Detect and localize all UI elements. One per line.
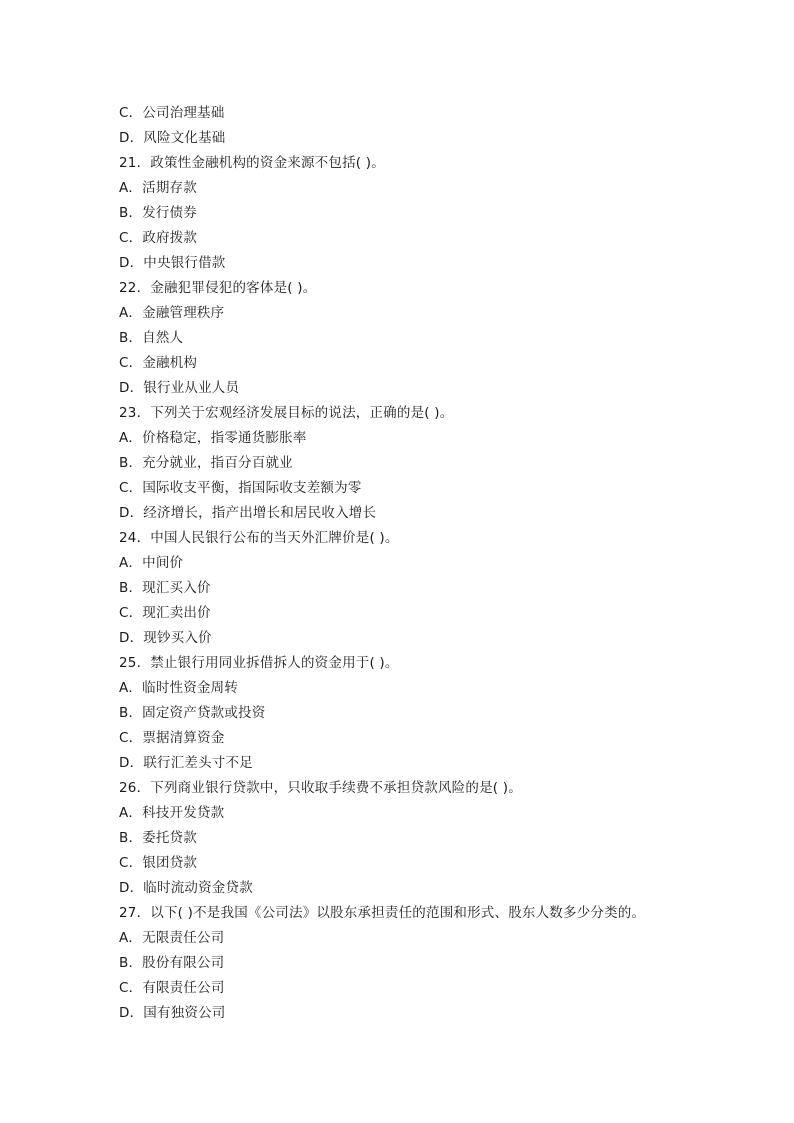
answer-option: A．活期存款 xyxy=(119,180,197,196)
answer-option: B．发行债券 xyxy=(119,205,197,221)
answer-option: C．政府拨款 xyxy=(119,230,198,246)
question-text: 27．以下( )不是我国《公司法》以股东承担责任的范围和形式、股东人数多少分类的。 xyxy=(119,905,646,921)
answer-option: A．科技开发贷款 xyxy=(119,805,225,821)
answer-option: B．现汇买入价 xyxy=(119,580,211,596)
answer-option: B．自然人 xyxy=(119,330,184,346)
answer-option: C．有限责任公司 xyxy=(119,980,225,996)
answer-option: B．充分就业，指百分百就业 xyxy=(119,455,293,471)
answer-option: C．国际收支平衡，指国际收支差额为零 xyxy=(119,480,362,496)
answer-option: A．价格稳定，指零通货膨胀率 xyxy=(119,430,307,446)
answer-option: B．股份有限公司 xyxy=(119,955,225,971)
answer-option: C．金融机构 xyxy=(119,355,198,371)
answer-option: B．委托贷款 xyxy=(119,830,197,846)
answer-option: D．风险文化基础 xyxy=(119,130,226,146)
answer-option: B．固定资产贷款或投资 xyxy=(119,705,266,721)
question-text: 22．金融犯罪侵犯的客体是( )。 xyxy=(119,280,317,296)
answer-option: A．临时性资金周转 xyxy=(119,680,239,696)
question-text: 21．政策性金融机构的资金来源不包括( )。 xyxy=(119,155,385,171)
answer-option: A．无限责任公司 xyxy=(119,930,225,946)
question-text: 26．下列商业银行贷款中，只收取手续费不承担贷款风险的是( )。 xyxy=(119,780,522,796)
answer-option: D．银行业从业人员 xyxy=(119,380,240,396)
answer-option: D．联行汇差头寸不足 xyxy=(119,755,253,771)
question-text: 24．中国人民银行公布的当天外汇牌价是( )。 xyxy=(119,530,399,546)
answer-option: D．国有独资公司 xyxy=(119,1005,226,1021)
answer-option: D．现钞买入价 xyxy=(119,630,212,646)
answer-option: C．现汇卖出价 xyxy=(119,605,211,621)
answer-option: C．票据清算资金 xyxy=(119,730,225,746)
answer-option: A．金融管理秩序 xyxy=(119,305,225,321)
answer-option: D．经济增长，指产出增长和居民收入增长 xyxy=(119,505,377,521)
question-text: 25．禁止银行用同业拆借拆人的资金用于( )。 xyxy=(119,655,399,671)
document-body xyxy=(119,101,719,1026)
answer-option: C．公司治理基础 xyxy=(119,105,225,121)
answer-option: A．中间价 xyxy=(119,555,184,571)
answer-option: C．银团贷款 xyxy=(119,855,198,871)
answer-option: D．中央银行借款 xyxy=(119,255,226,271)
answer-option: D．临时流动资金贷款 xyxy=(119,880,253,896)
question-text: 23．下列关于宏观经济发展目标的说法，正确的是( )。 xyxy=(119,405,454,421)
